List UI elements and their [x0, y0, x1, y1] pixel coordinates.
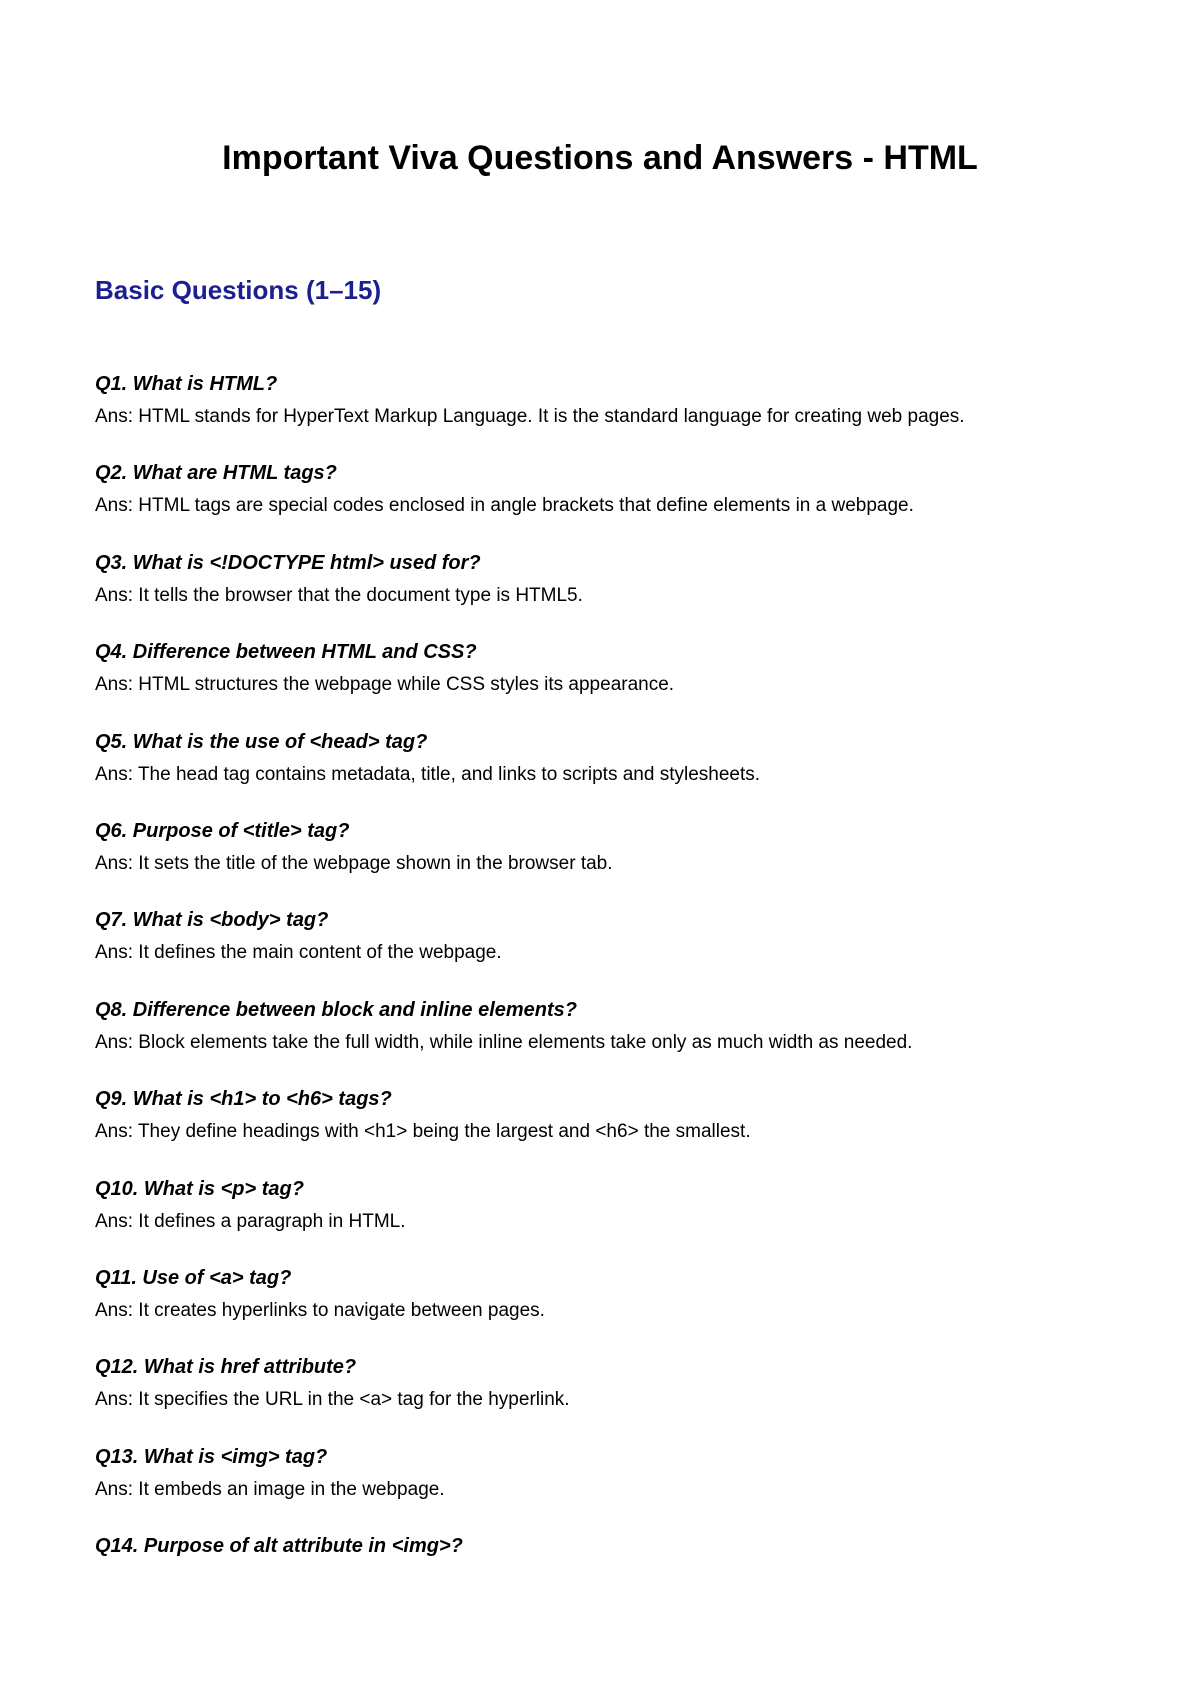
- qa-item: [95, 819, 1135, 908]
- answer-text: Ans: HTML tags are special codes enclosed in angle brackets that define elements in a webpage.: [95, 495, 914, 517]
- question-text: Q12. What is href attribute?: [95, 1356, 357, 1379]
- qa-item: [95, 1355, 1135, 1444]
- question-text: Q14. Purpose of alt attribute in <img>?: [95, 1535, 463, 1558]
- qa-item: [95, 1087, 1135, 1176]
- qa-item: [95, 1266, 1135, 1355]
- qa-item: [95, 640, 1135, 729]
- question-text: Q7. What is <body> tag?: [95, 909, 329, 932]
- answer-text: Ans: The head tag contains metadata, title, and links to scripts and stylesheets.: [95, 763, 761, 785]
- answer-text: Ans: It embeds an image in the webpage.: [95, 1478, 445, 1500]
- qa-item: [95, 372, 1135, 461]
- question-text: Q4. Difference between HTML and CSS?: [95, 641, 477, 664]
- answer-text: Ans: It specifies the URL in the <a> tag for the hyperlink.: [95, 1389, 570, 1411]
- qa-item: [95, 1534, 1135, 1623]
- page-title: Important Viva Questions and Answers - HTML: [222, 139, 978, 177]
- qa-item: [95, 551, 1135, 640]
- question-text: Q1. What is HTML?: [95, 373, 278, 395]
- question-text: Q8. Difference between block and inline elements?: [95, 998, 577, 1021]
- question-text: Q3. What is <!DOCTYPE html> used for?: [95, 551, 481, 574]
- question-text: Q5. What is the use of <head> tag?: [95, 730, 428, 753]
- question-text: Q10. What is <p> tag?: [95, 1177, 304, 1200]
- answer-text: Ans: HTML stands for HyperText Markup Language. It is the standard language for creating web pages.: [95, 406, 965, 427]
- qa-item: [95, 1445, 1135, 1534]
- qa-item: [95, 730, 1135, 819]
- answer-text: Ans: It creates hyperlinks to navigate between pages.: [95, 1299, 545, 1321]
- qa-item: [95, 461, 1135, 550]
- answer-text: Ans: Block elements take the full width, while inline elements take only as much width as needed.: [95, 1031, 913, 1053]
- answer-text: Ans: It sets the title of the webpage shown in the browser tab.: [95, 852, 613, 874]
- answer-text: Ans: It defines a paragraph in HTML.: [95, 1210, 406, 1232]
- answer-text: Ans: They define headings with <h1> being the largest and <h6> the smallest.: [95, 1121, 751, 1143]
- question-text: Q11. Use of <a> tag?: [95, 1266, 292, 1289]
- answer-text: Ans: It defines the main content of the webpage.: [95, 942, 502, 964]
- qa-item: [95, 998, 1135, 1087]
- qa-item: [95, 908, 1135, 997]
- question-text: Q13. What is <img> tag?: [95, 1445, 328, 1468]
- answer-text: Ans: HTML structures the webpage while CSS styles its appearance.: [95, 674, 675, 696]
- answer-text: Ans: It tells the browser that the document type is HTML5.: [95, 584, 583, 606]
- qa-item: [95, 1177, 1135, 1266]
- section-heading: Basic Questions (1–15): [95, 275, 382, 305]
- question-text: Q6. Purpose of <title> tag?: [95, 819, 350, 842]
- question-text: Q2. What are HTML tags?: [95, 462, 337, 485]
- question-text: Q9. What is <h1> to <h6> tags?: [95, 1088, 392, 1111]
- qa-list: [95, 372, 1135, 1623]
